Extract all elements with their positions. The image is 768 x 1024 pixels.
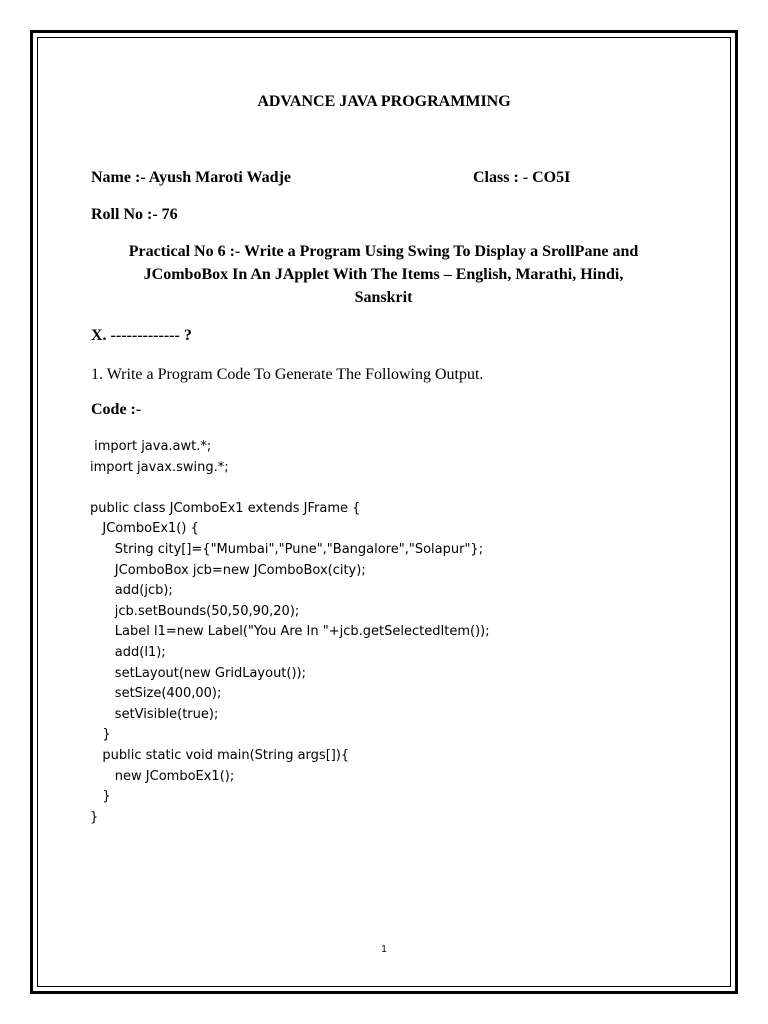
- code-line: }: [90, 809, 99, 825]
- code-line: JComboBox jcb=new JComboBox(city);: [90, 562, 366, 578]
- code-line: new JComboEx1();: [90, 768, 235, 784]
- code-line: String city[]={"Mumbai","Pune","Bangalore","Solapur"};: [90, 541, 484, 557]
- code-line: public static void main(String args[]){: [90, 747, 350, 763]
- code-line: add(l1);: [90, 644, 166, 660]
- code-line: import java.awt.*;: [90, 439, 212, 454]
- code-line: JComboEx1() {: [90, 521, 199, 537]
- x-heading: X. ------------- ?: [91, 327, 192, 344]
- code-line: setLayout(new GridLayout());: [90, 665, 306, 681]
- code-line: public class JComboEx1 extends JFrame {: [90, 500, 361, 516]
- code-line: }: [90, 727, 111, 743]
- code-line: setVisible(true);: [90, 706, 219, 722]
- code-line: add(jcb);: [90, 583, 173, 599]
- roll-number: Roll No :- 76: [91, 206, 178, 223]
- code-line: }: [90, 789, 111, 805]
- code-line: jcb.setBounds(50,50,90,20);: [90, 603, 300, 619]
- code-line: Label l1=new Label("You Are In "+jcb.getSelectedItem());: [90, 624, 490, 640]
- student-name: Name :- Ayush Maroti Wadje: [91, 169, 291, 186]
- document-title: ADVANCE JAVA PROGRAMMING: [257, 93, 511, 110]
- practical-line: Sanskrit: [354, 289, 413, 306]
- code-label: Code :-: [91, 401, 142, 418]
- code-block: [90, 437, 490, 828]
- page-number: 1: [381, 944, 387, 955]
- code-line: [90, 478, 490, 499]
- question-text: 1. Write a Program Code To Generate The Following Output.: [91, 366, 484, 383]
- practical-line: JComboBox In An JApplet With The Items – English, Marathi, Hindi,: [143, 266, 624, 283]
- code-line: setSize(400,00);: [90, 686, 222, 702]
- code-line: import javax.swing.*;: [90, 459, 229, 475]
- practical-heading: [91, 240, 676, 309]
- practical-line: Practical No 6 :- Write a Program Using Swing To Display a SrollPane and: [128, 243, 639, 260]
- class-info: Class : - CO5I: [473, 169, 571, 186]
